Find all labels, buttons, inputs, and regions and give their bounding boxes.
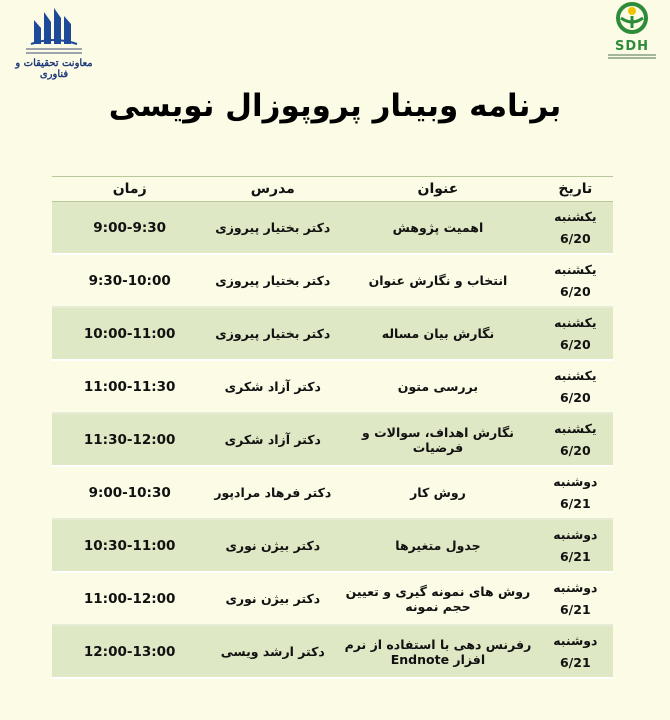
topic-cell: اهمیت پژوهش (338, 202, 537, 255)
day-name: دوشنبه (553, 632, 598, 648)
sdh-logo (608, 2, 656, 64)
time-cell: 11:30-12:00 (52, 413, 207, 466)
sdh-emblem-icon (612, 2, 652, 36)
date-value: 6/20 (559, 230, 591, 246)
date-value: 6/20 (559, 336, 591, 352)
time-cell: 9:30-10:00 (52, 254, 207, 307)
day-name: یکشنبه (554, 261, 597, 277)
date-cell (538, 466, 613, 519)
date-value: 6/21 (559, 654, 591, 670)
date-cell (538, 360, 613, 413)
topic-cell: نگارش بیان مساله (338, 307, 537, 360)
topic-cell: روش های نمونه گیری و تعیین حجم نمونه (338, 572, 537, 625)
date-cell (538, 202, 613, 255)
instructor-cell: دکتر بختیار پیروزی (207, 254, 338, 307)
table-row (52, 254, 613, 307)
time-cell: 12:00-13:00 (52, 625, 207, 678)
day-name: یکشنبه (554, 420, 597, 436)
sdh-logo-text: SDH (614, 39, 650, 54)
table-row (52, 466, 613, 519)
time-cell: 11:00-11:30 (52, 360, 207, 413)
date-value: 6/20 (559, 442, 591, 458)
day-name: یکشنبه (554, 367, 597, 383)
schedule-table (52, 176, 613, 679)
header-topic: عنوان (338, 177, 537, 202)
instructor-cell: دکتر آزاد شکری (207, 360, 338, 413)
topic-cell: نگارش اهداف، سوالات و فرضیات (338, 413, 537, 466)
day-name: دوشنبه (553, 473, 598, 489)
university-emblem-icon (29, 6, 79, 46)
time-cell: 10:00-11:00 (52, 307, 207, 360)
header-date: تاریخ (538, 177, 613, 202)
date-cell (538, 413, 613, 466)
day-name: دوشنبه (553, 526, 598, 542)
instructor-cell: دکتر فرهاد مرادپور (207, 466, 338, 519)
date-cell (538, 572, 613, 625)
topic-cell: جدول متغیرها (338, 519, 537, 572)
date-value: 6/21 (559, 601, 591, 617)
date-value: 6/21 (559, 495, 591, 511)
table-row (52, 360, 613, 413)
table-row (52, 572, 613, 625)
date-cell (538, 625, 613, 678)
header-instructor: مدرس (207, 177, 338, 202)
page-title: برنامه وبینار پروپوزال نویسی (108, 88, 562, 124)
day-name: دوشنبه (553, 579, 598, 595)
topic-cell: روش کار (338, 466, 537, 519)
table-row (52, 202, 613, 255)
date-value: 6/20 (559, 283, 591, 299)
table-row (52, 307, 613, 360)
date-value: 6/21 (559, 548, 591, 564)
instructor-cell: دکتر ارشد ویسی (207, 625, 338, 678)
table-header-row (52, 177, 613, 202)
table-row (52, 625, 613, 678)
date-value: 6/20 (559, 389, 591, 405)
instructor-cell: دکتر بیژن نوری (207, 572, 338, 625)
time-cell: 11:00-12:00 (52, 572, 207, 625)
day-name: یکشنبه (554, 314, 597, 330)
topic-cell: انتخاب و نگارش عنوان (338, 254, 537, 307)
date-cell (538, 307, 613, 360)
logo-caption: معاونت تحقیقات و فناوری (15, 58, 93, 80)
date-cell (538, 519, 613, 572)
instructor-cell: دکتر بیژن نوری (207, 519, 338, 572)
time-cell: 9:00-9:30 (52, 202, 207, 255)
header-time: زمان (52, 177, 207, 202)
instructor-cell: دکتر آزاد شکری (207, 413, 338, 466)
time-cell: 10:30-11:00 (52, 519, 207, 572)
university-logo (14, 6, 94, 82)
topic-cell: رفرنس دهی با استفاده از نرم افزار Endnote (338, 625, 537, 678)
time-cell: 9:00-10:30 (52, 466, 207, 519)
table-row (52, 519, 613, 572)
instructor-cell: دکتر بختیار پیروزی (207, 202, 338, 255)
date-cell (538, 254, 613, 307)
table-row (52, 413, 613, 466)
instructor-cell: دکتر بختیار پیروزی (207, 307, 338, 360)
topic-cell: بررسی متون (338, 360, 537, 413)
day-name: یکشنبه (554, 208, 597, 224)
